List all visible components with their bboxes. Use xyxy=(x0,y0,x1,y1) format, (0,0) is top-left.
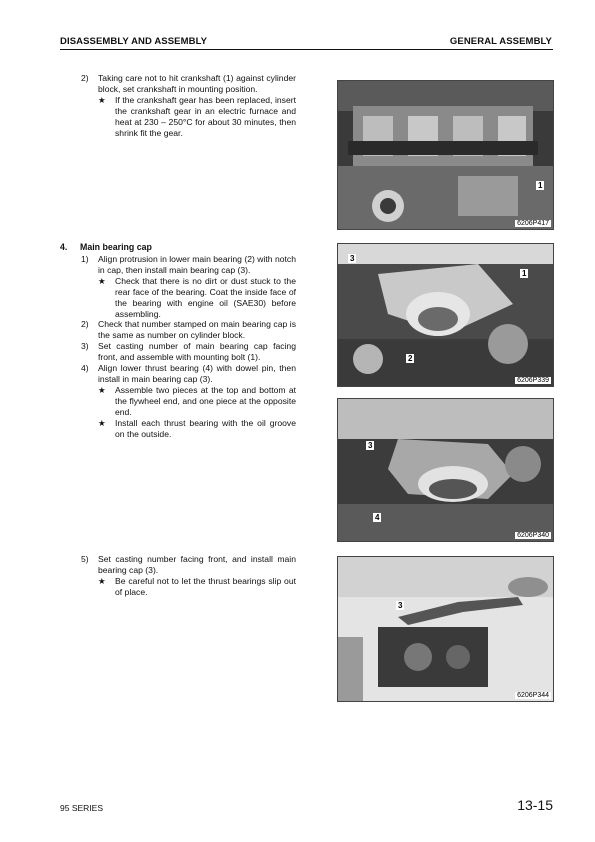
callout-label: 2 xyxy=(408,354,413,363)
photo-thrust-bearing xyxy=(337,398,554,542)
callout-label: 3 xyxy=(350,254,355,263)
header-chapter-title: GENERAL ASSEMBLY xyxy=(449,36,552,47)
star-icon: ★ xyxy=(98,94,106,105)
step-note xyxy=(98,385,296,418)
step-text: Check that number stamped on main bearing cap is the same as number on cylinder block. xyxy=(98,319,296,341)
header-section-title: DISASSEMBLY AND ASSEMBLY xyxy=(60,36,208,47)
star-icon: ★ xyxy=(98,275,106,286)
section-number: 4. xyxy=(60,242,68,252)
step-text: Align lower thrust bearing (4) with dowel pin, then install in main bearing cap (3). xyxy=(98,363,296,384)
callout-label: 1 xyxy=(538,181,543,190)
header-rule xyxy=(60,49,553,50)
photo-main-bearing-cap xyxy=(337,243,554,387)
step-item xyxy=(60,73,296,138)
step-number: 2) xyxy=(81,73,89,83)
note-text: If the crankshaft gear has been replaced, insert the crankshaft gear in an electric furnace and heat at 230 – 250°C for about 30 minutes, then shrink fit the gear. xyxy=(115,94,296,138)
section-heading xyxy=(60,242,152,253)
step-text: Align protrusion in lower main bearing (2) with notch in cap, then install main bearing cap (3). xyxy=(98,254,296,275)
step-note xyxy=(98,418,296,440)
step-item xyxy=(60,254,296,439)
step-note xyxy=(98,276,296,320)
photo-code: 6206P339 xyxy=(517,377,549,384)
step-number: 3) xyxy=(81,341,89,352)
step-number: 1) xyxy=(81,254,89,264)
note-text: Be careful not to let the thrust bearings slip out of place. xyxy=(115,575,296,597)
step-text: Set casting number of main bearing cap facing front, and assemble with mounting bolt (1). xyxy=(98,341,296,363)
star-icon: ★ xyxy=(98,575,106,586)
note-text: Check that there is no dirt or dust stuck to the rear face of the bearing. Coat the inside face of the bearing with engine oil (SAE30) before assembling. xyxy=(115,275,296,319)
page-number: 13-15 xyxy=(517,797,553,813)
step-number: 5) xyxy=(81,554,89,564)
step-item xyxy=(60,554,296,598)
step-number: 2) xyxy=(81,319,89,330)
photo-crankshaft-installation xyxy=(337,80,554,230)
photo-install-cap-with-tool xyxy=(337,556,554,702)
step-item xyxy=(60,341,296,363)
step-note xyxy=(98,95,296,139)
step-number: 4) xyxy=(81,363,89,374)
star-icon: ★ xyxy=(98,384,106,395)
callout-label: 3 xyxy=(398,601,403,610)
callout-label: 3 xyxy=(368,441,373,450)
note-text: Install each thrust bearing with the oil groove on the outside. xyxy=(115,417,296,439)
step-note xyxy=(98,576,296,598)
step-item xyxy=(60,319,296,341)
section-title: Main bearing cap xyxy=(80,242,152,252)
star-icon: ★ xyxy=(98,417,106,428)
step-text: Set casting number facing front, and install main bearing cap (3). xyxy=(98,554,296,575)
note-text: Assemble two pieces at the top and bottom at the flywheel end, and one piece at the opposite end. xyxy=(115,384,296,417)
step-item xyxy=(60,363,296,385)
footer-series: 95 SERIES xyxy=(60,803,103,813)
callout-label: 4 xyxy=(375,513,380,522)
step-text: Taking care not to hit crankshaft (1) against cylinder block, set crankshaft in mounting position. xyxy=(98,73,296,94)
callout-label: 1 xyxy=(522,269,527,278)
photo-code: 6206P340 xyxy=(517,532,549,539)
photo-code: 6206P344 xyxy=(517,692,549,699)
photo-code: 6206P417 xyxy=(517,220,549,227)
